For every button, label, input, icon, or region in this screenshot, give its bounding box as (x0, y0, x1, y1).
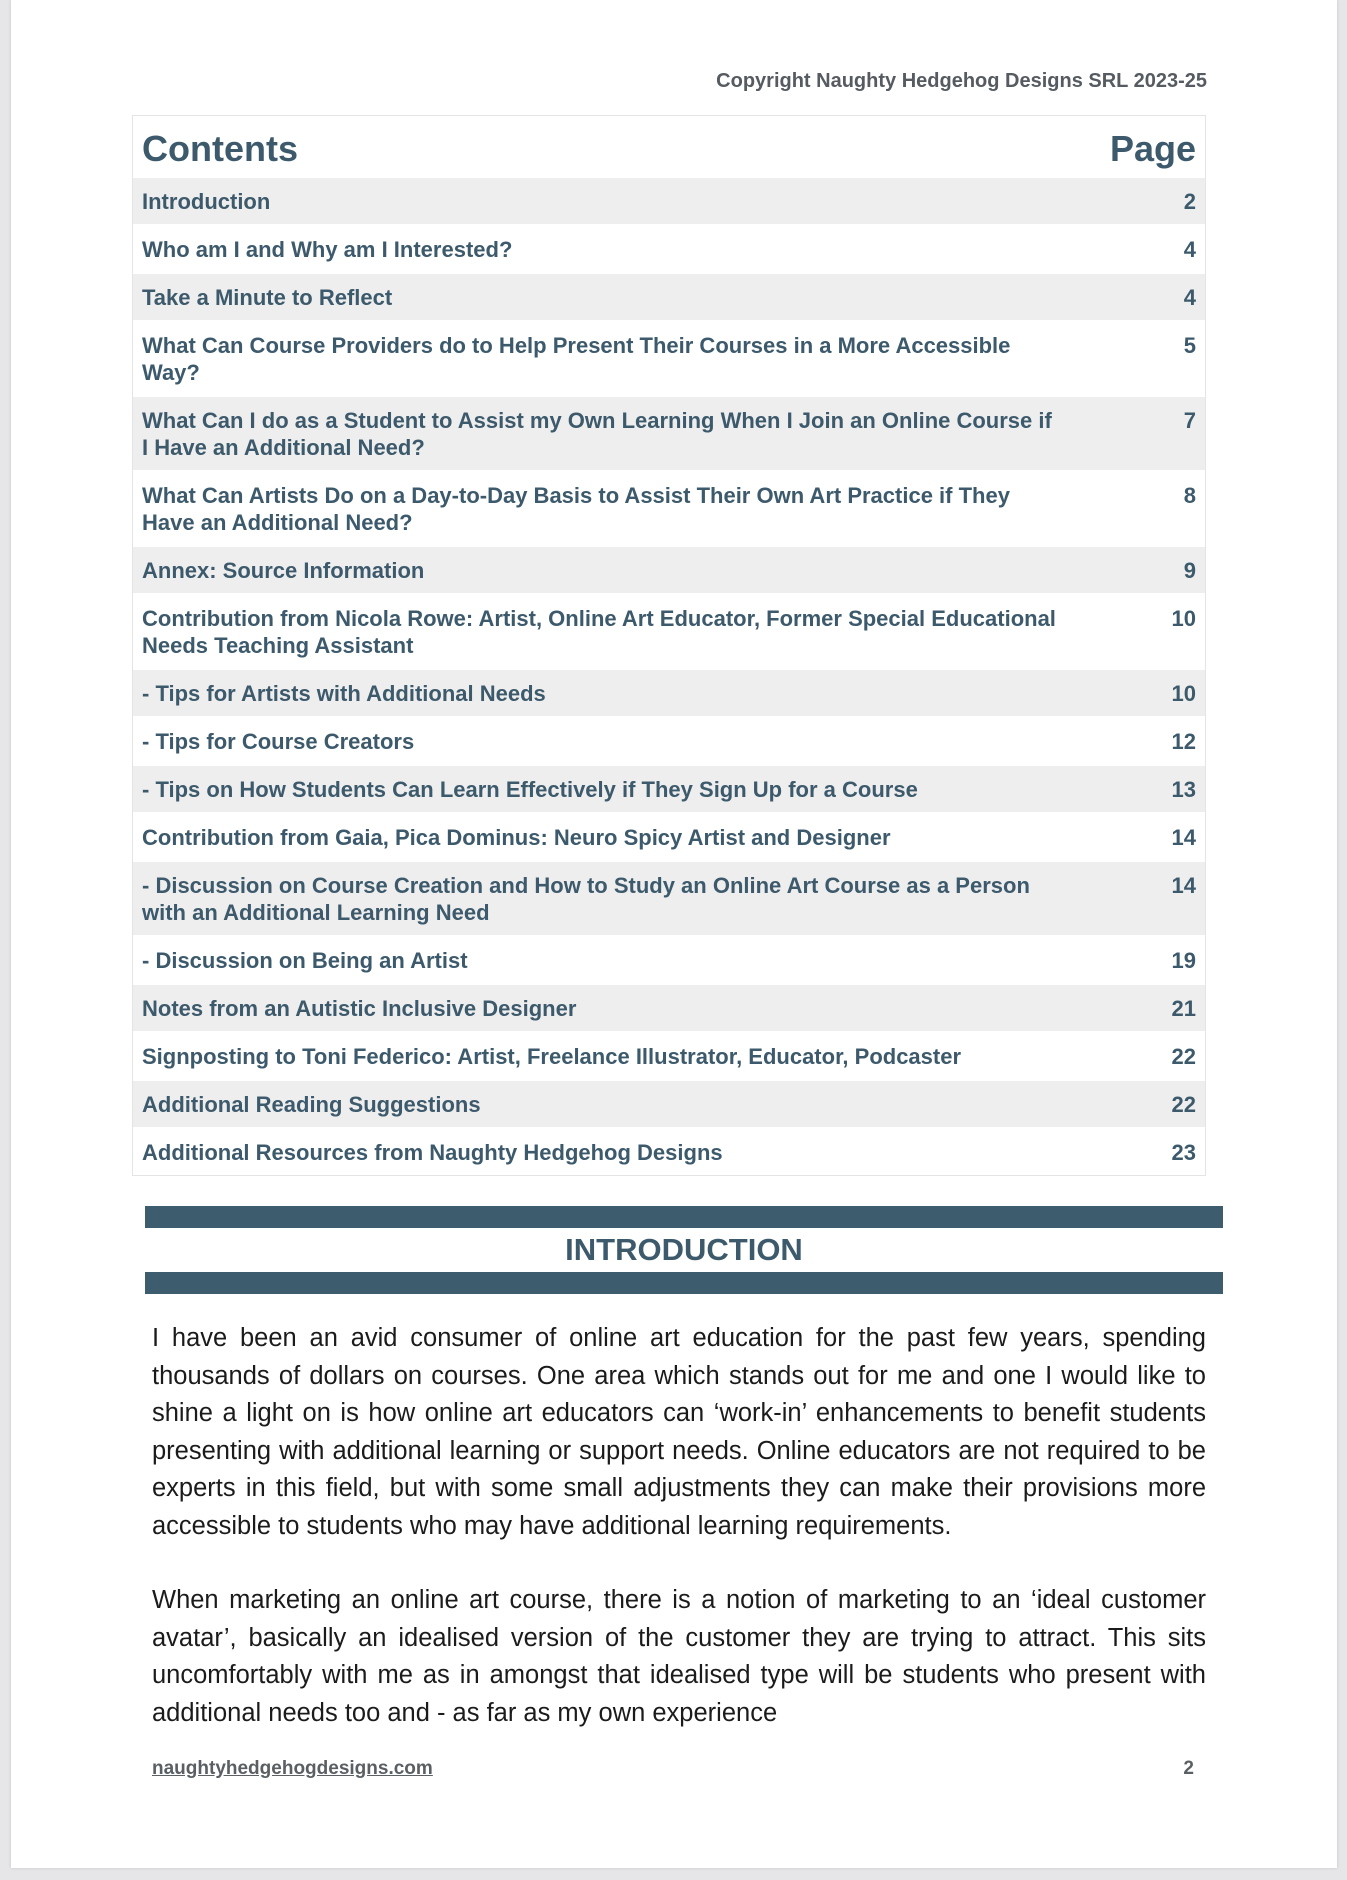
toc-row-page: 10 (1171, 606, 1196, 631)
table-of-contents (132, 115, 1206, 1176)
toc-row-title: - Tips for Artists with Additional Needs (142, 681, 546, 706)
toc-row-title: - Tips on How Students Can Learn Effectively if They Sign Up for a Course (142, 777, 918, 802)
toc-row[interactable] (133, 320, 1205, 395)
toc-title: Contents (142, 128, 298, 169)
toc-row[interactable] (133, 1127, 1205, 1175)
toc-row-title: Contribution from Gaia, Pica Dominus: Neuro Spicy Artist and Designer (142, 825, 891, 850)
toc-row-page: 14 (1171, 873, 1196, 898)
toc-row[interactable] (133, 860, 1205, 935)
toc-row-title: Take a Minute to Reflect (142, 285, 393, 310)
toc-row[interactable] (133, 1079, 1205, 1127)
intro-band-top (145, 1206, 1223, 1228)
toc-header (133, 116, 1205, 176)
toc-row[interactable] (133, 812, 1205, 860)
toc-row-page: 13 (1171, 777, 1196, 802)
toc-page-label: Page (1109, 128, 1196, 169)
intro-band-bottom (145, 1272, 1223, 1294)
toc-row-title: Introduction (142, 189, 271, 214)
toc-row[interactable] (133, 983, 1205, 1031)
toc-row-page: 2 (1183, 189, 1196, 214)
toc-row-title: Signposting to Toni Federico: Artist, Freelance Illustrator, Educator, Podcaster (142, 1044, 962, 1069)
toc-row[interactable] (133, 224, 1205, 272)
intro-paragraph-2: When marketing an online art course, there is a notion of marketing to an ‘ideal customer avatar’, basically an idealised version of the customer they are trying to attract. This sits uncomfortably with me as in amongst that idealised type will be students who present with additional needs too and - as far as my own experience (152, 1586, 1206, 1727)
toc-row-page: 7 (1183, 408, 1196, 433)
toc-row[interactable] (133, 395, 1205, 470)
toc-row-page: 22 (1171, 1044, 1196, 1069)
footer-website-link[interactable]: naughtyhedgehogdesigns.com (152, 1758, 433, 1779)
toc-row-page: 12 (1171, 729, 1196, 754)
toc-row[interactable] (133, 593, 1205, 668)
toc-row-title: Notes from an Autistic Inclusive Designer (142, 996, 577, 1021)
toc-row[interactable] (133, 668, 1205, 716)
toc-row-title: Additional Reading Suggestions (142, 1092, 481, 1117)
toc-row-page: 23 (1171, 1140, 1196, 1165)
toc-row[interactable] (133, 716, 1205, 764)
copyright-notice: Copyright Naughty Hedgehog Designs SRL 2023-25 (716, 70, 1207, 92)
intro-paragraph-1: I have been an avid consumer of online art education for the past few years, spending thousands of dollars on courses. One area which stands out for me and one I would like to shine a light on is how online art educators can ‘work-in’ enhancements to benefit students presenting with additional learning or support needs. Online educators are not required to be experts in this field, but with some small adjustments they can make their provisions more accessible to students who may have additional learning requirements. (152, 1324, 1206, 1540)
toc-row-page: 8 (1183, 483, 1196, 508)
toc-row-page: 22 (1171, 1092, 1196, 1117)
toc-row[interactable] (133, 545, 1205, 593)
footer-page-number: 2 (1183, 1758, 1194, 1779)
intro-heading: INTRODUCTION (565, 1232, 803, 1267)
toc-rows (133, 176, 1205, 1175)
toc-row[interactable] (133, 272, 1205, 320)
toc-row-title: - Discussion on Being an Artist (142, 948, 468, 973)
toc-row-page: 5 (1183, 333, 1196, 358)
toc-row[interactable] (133, 1031, 1205, 1079)
toc-row-page: 4 (1183, 285, 1196, 310)
toc-row-page: 14 (1171, 825, 1196, 850)
toc-row-title: Contribution from Nicola Rowe: Artist, Online Art Educator, Former Special Educational Needs Teaching Assistant (142, 606, 1056, 658)
toc-row[interactable] (133, 470, 1205, 545)
toc-row-page: 19 (1171, 948, 1196, 973)
toc-row-page: 4 (1183, 237, 1196, 262)
toc-row-page: 10 (1171, 681, 1196, 706)
toc-row-title: What Can Artists Do on a Day-to-Day Basis to Assist Their Own Art Practice if They Have an Additional Need? (142, 483, 1010, 535)
toc-row-title: What Can I do as a Student to Assist my Own Learning When I Join an Online Course if I Have an Additional Need? (142, 408, 1052, 460)
toc-row-page: 9 (1183, 558, 1196, 583)
toc-row[interactable] (133, 764, 1205, 812)
toc-row-page: 21 (1171, 996, 1196, 1021)
toc-row-title: Additional Resources from Naughty Hedgehog Designs (142, 1140, 723, 1165)
toc-row-title: Who am I and Why am I Interested? (142, 237, 513, 262)
toc-row-title: - Discussion on Course Creation and How to Study an Online Art Course as a Person with an Additional Learning Need (142, 873, 1030, 925)
toc-row-title: Annex: Source Information (142, 558, 425, 583)
toc-row[interactable] (133, 176, 1205, 224)
toc-row-title: - Tips for Course Creators (142, 729, 415, 754)
toc-row[interactable] (133, 935, 1205, 983)
document-page (11, 0, 1337, 1868)
toc-row-title: What Can Course Providers do to Help Present Their Courses in a More Accessible Way? (142, 333, 1011, 385)
